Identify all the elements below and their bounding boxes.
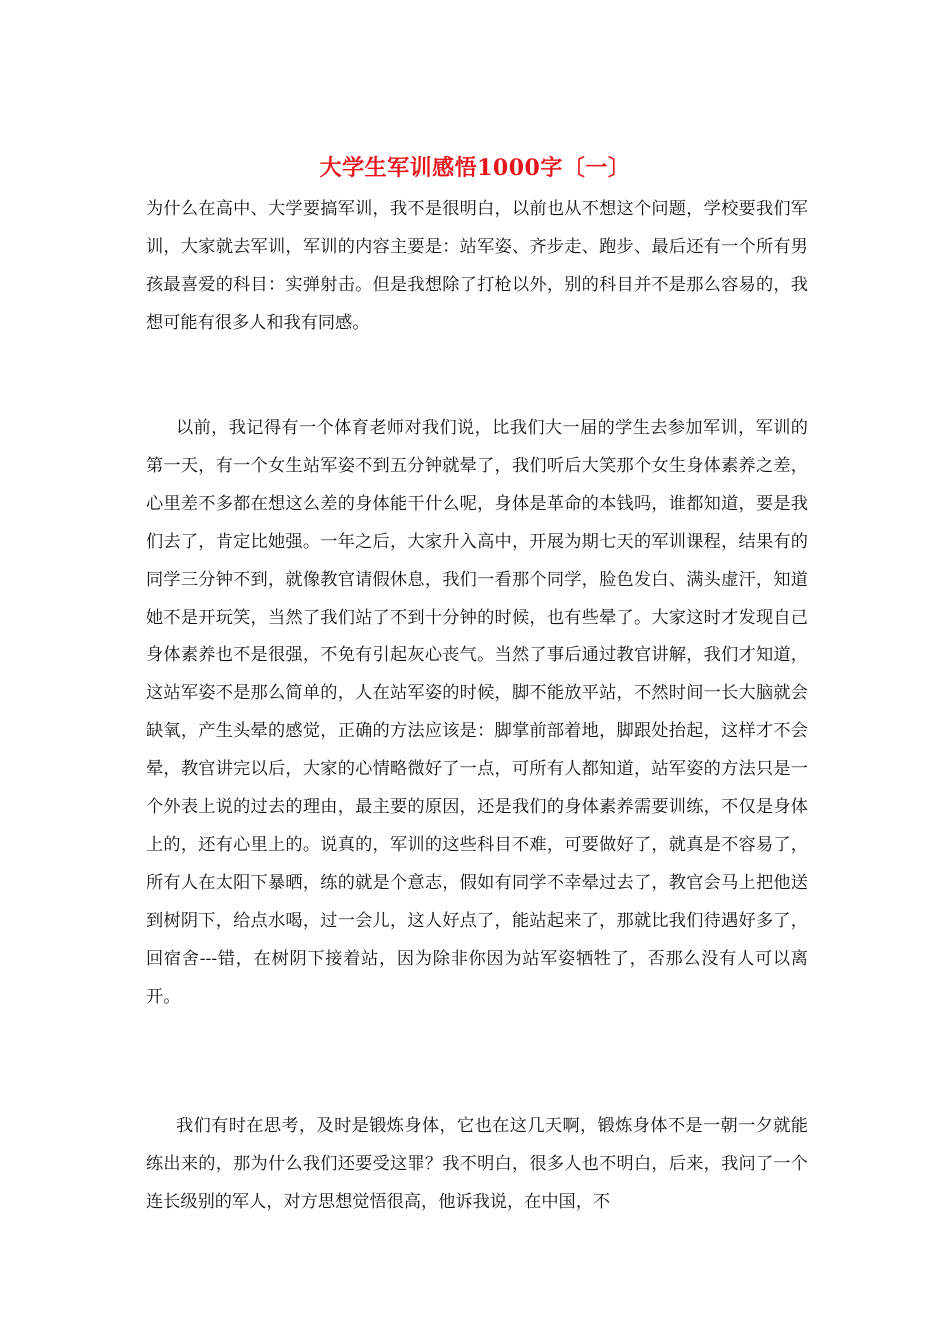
- paragraph-3: 我们有时在思考，及时是锻炼身体，它也在这几天啊，锻炼身体不是一朝一夕就能练出来的，那为什么我们还要受这罪？我不明白，很多人也不明白，后来，我问了一个连长级别的军人，对方思想觉悟很高，他诉我说，在中国，不: [146, 1116, 808, 1212]
- paragraph-1: 为什么在高中、大学要搞军训，我不是很明白，以前也从不想这个问题，学校要我们军训，大家就去军训，军训的内容主要是：站军姿、齐步走、跑步、最后还有一个所有男孩最喜爱的科目：实弹射击。但是我想除了打枪以外，别的科目并不是那么容易的，我想可能有很多人和我有同感。: [146, 199, 808, 333]
- paragraph-2: 以前，我记得有一个体育老师对我们说，比我们大一届的学生去参加军训，军训的第一天，有一个女生站军姿不到五分钟就晕了，我们听后大笑那个女生身体素养之差，心里差不多都在想这么差的身体能干什么呢，身体是革命的本钱吗，谁都知道，要是我们去了，肯定比她强。一年之后，大家升入高中，开展为期七天的军训课程，结果有的同学三分钟不到，就像教官请假休息，我们一看那个同学，脸色发白、满头虚汗，知道她不是开玩笑，当然了我们站了不到十分钟的时候，也有些晕了。大家这时才发现自己身体素养也不是很强，不免有引起灰心丧气。当然了事后通过教官讲解，我们才知道，这站军姿不是那么简单的，人在站军姿的时候，脚不能放平站，不然时间一长大脑就会缺氧，产生头晕的感觉，正确的方法应该是：脚掌前部着地，脚跟处抬起，这样才不会晕，教官讲完以后，大家的心情略微好了一点，可所有人都知道，站军姿的方法只是一个外表上说的过去的理由，最主要的原因，还是我们的身体素养需要训练，不仅是身体上的，还有心里上的。说真的，军训的这些科目不难，可要做好了，就真是不容易了，所有人在太阳下暴晒，练的就是个意志，假如有同学不幸晕过去了，教官会马上把他送到树阴下，给点水喝，过一会儿，这人好点了，能站起来了，那就比我们待遇好多了，回宿舍---错，在树阴下接着站，因为除非你因为站军姿牺牲了，否那么没有人可以离开。: [146, 418, 808, 1007]
- document-title: 大学生军训感悟1000字〔一〕: [319, 155, 631, 181]
